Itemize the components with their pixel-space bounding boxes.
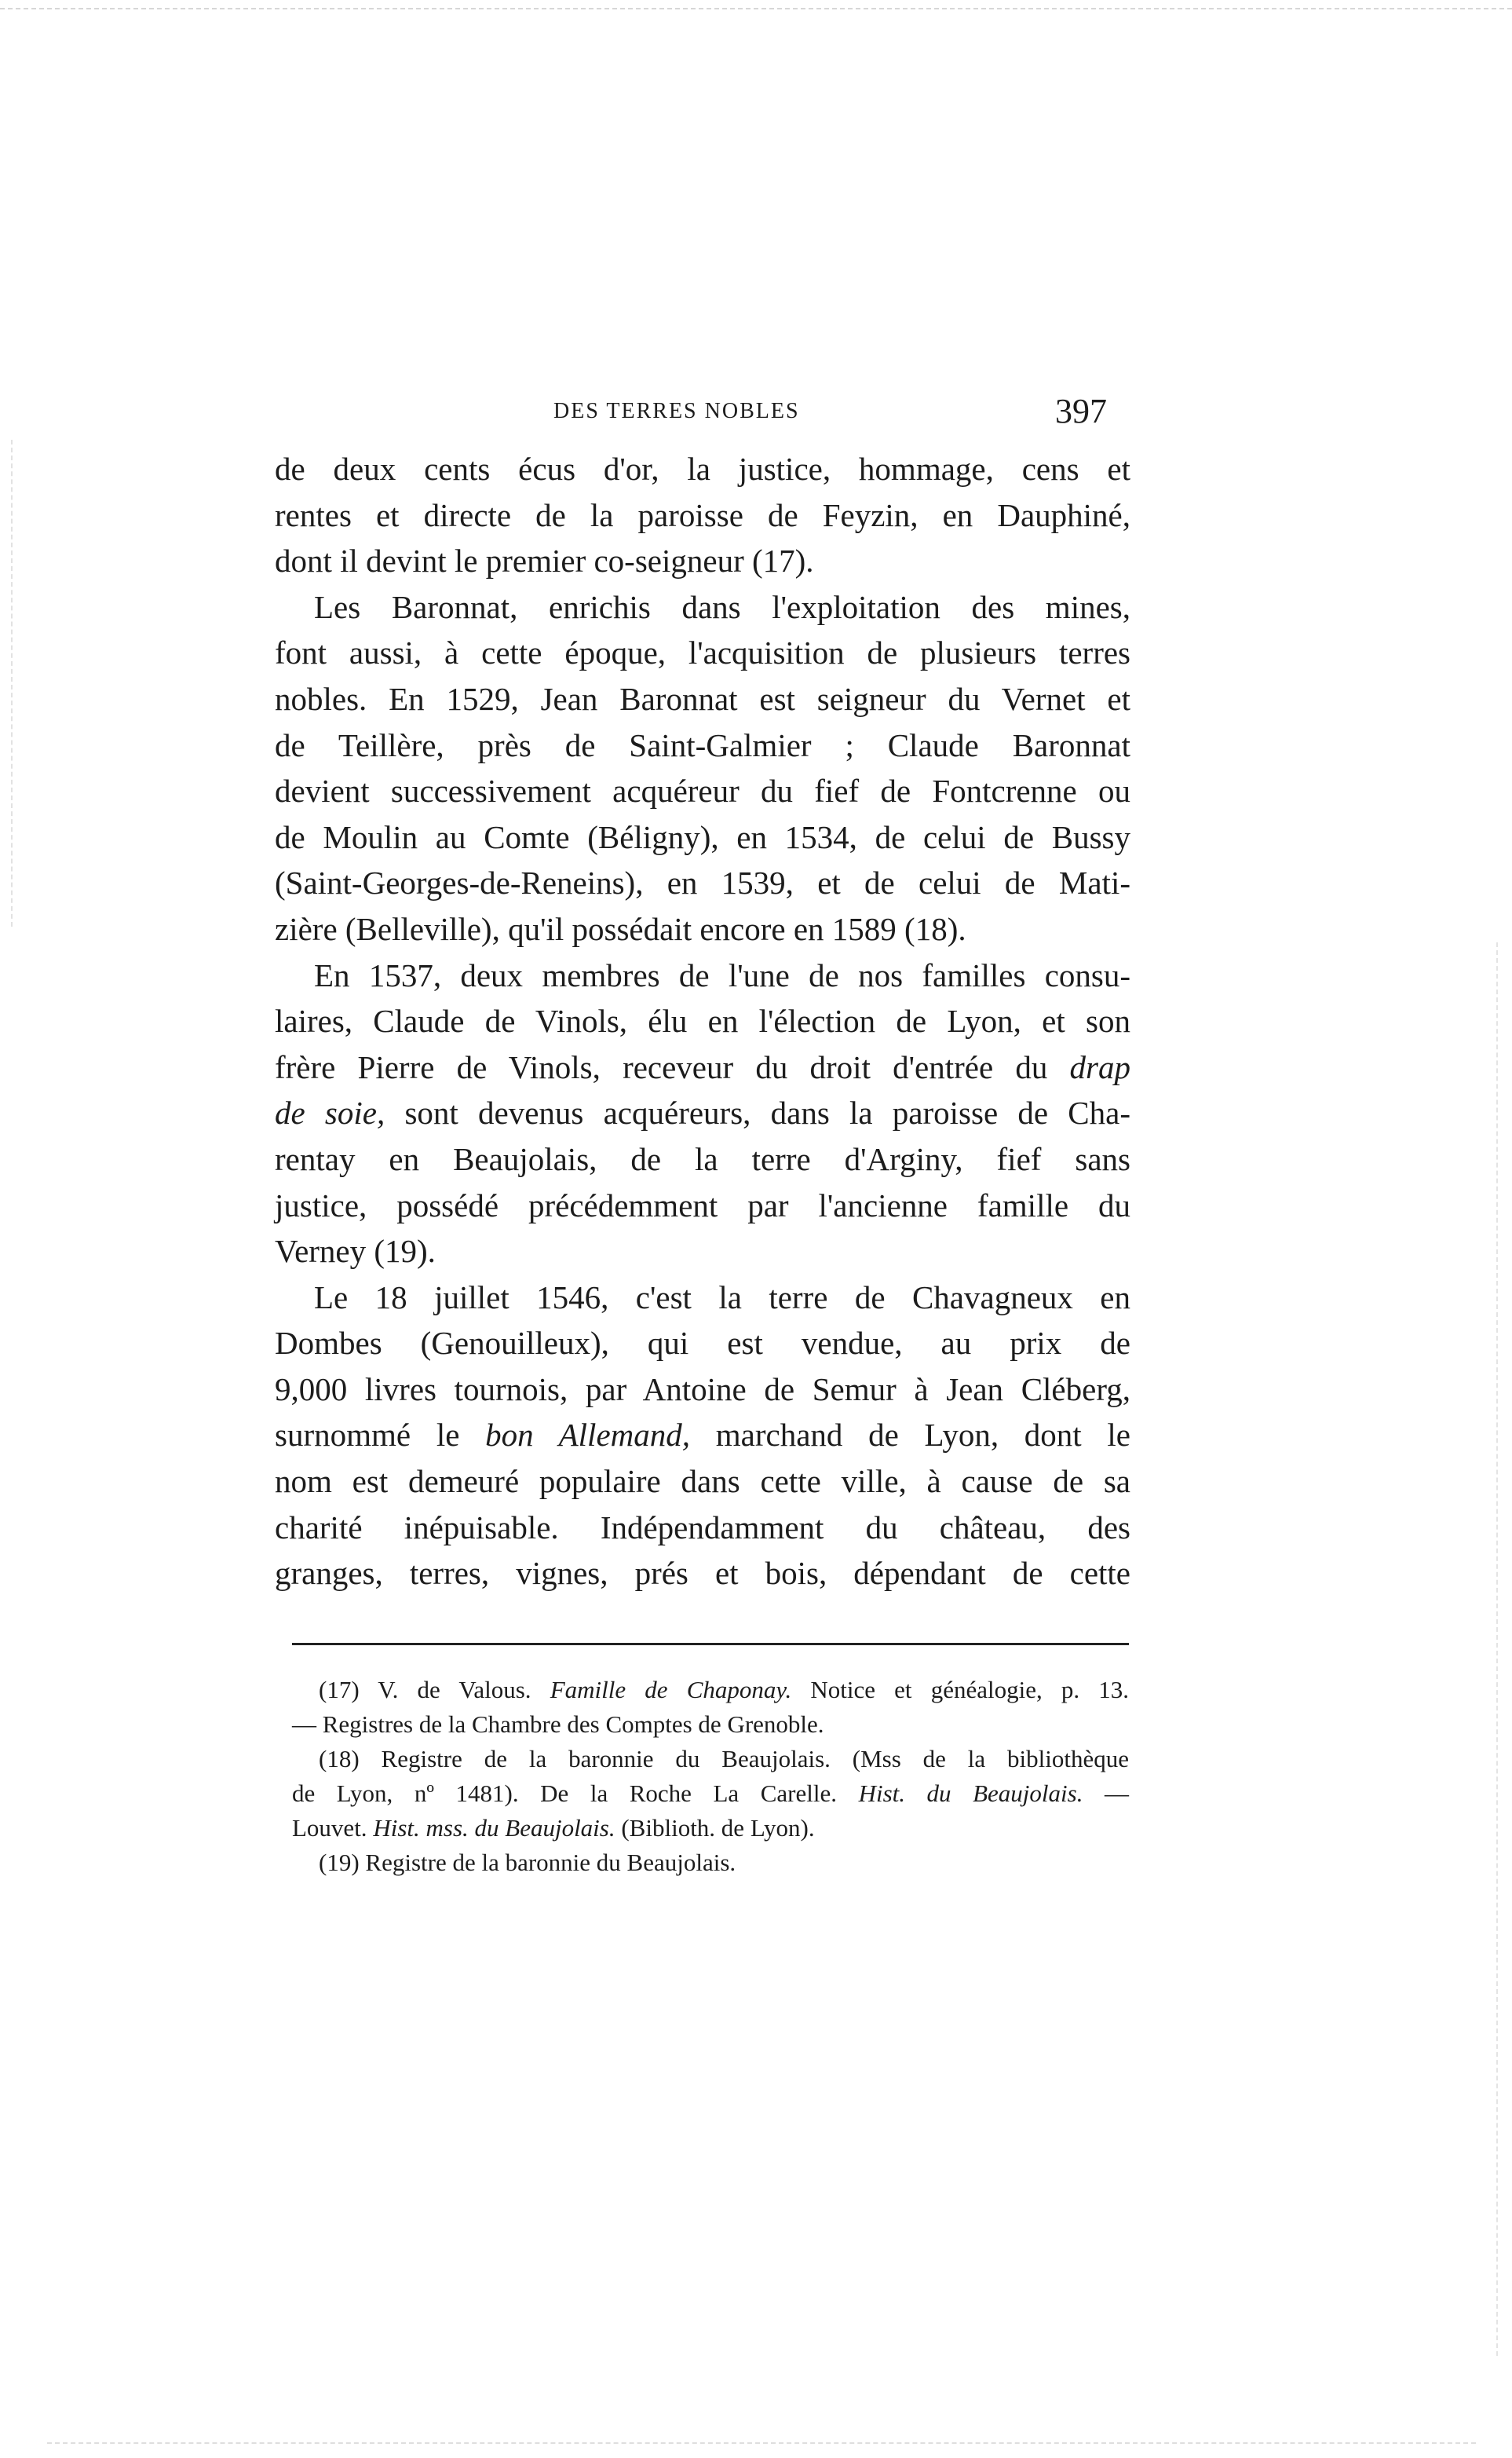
text-line: de deux cents écus d'or, la justice, hommage, cens et — [275, 451, 1130, 487]
text-line: zière (Belleville), qu'il possédait encore en 1589 (18). — [275, 910, 966, 947]
italic-term: Famille de Chaponay. — [550, 1676, 792, 1703]
text-segment: (Biblioth. de Lyon). — [621, 1814, 815, 1842]
text-line: En 1537, deux membres de l'une de nos familles consu- — [314, 956, 1130, 993]
text-line: de Moulin au Comte (Béligny), en 1534, de celui de Bussy — [275, 818, 1130, 855]
text-segment: frère Pierre de Vinols, receveur du droit d'entrée du — [275, 1048, 1048, 1085]
text-line: charité inépuisable. Indépendamment du château, des — [275, 1509, 1130, 1545]
text-segment: — — [1105, 1779, 1130, 1807]
text-line: laires, Claude de Vinols, élu en l'élection de Lyon, et son — [275, 1003, 1130, 1040]
text-line: nom est demeuré populaire dans cette ville, à cause de sa — [275, 1463, 1130, 1500]
text-line: de Teillère, près de Saint-Galmier ; Claude Baronnat — [275, 726, 1130, 763]
text-line: devient successivement acquéreur du fief de Fontcrenne ou — [275, 773, 1130, 810]
text-line: Le 18 juillet 1546, c'est la terre de Chavagneux en — [314, 1278, 1130, 1315]
text-segment: marchand de Lyon, dont le — [715, 1417, 1130, 1454]
text-line: Dombes (Genouilleux), qui est vendue, au prix de — [275, 1325, 1130, 1362]
text-line: justice, possédé précédemment par l'ancienne famille du — [275, 1187, 1130, 1224]
footnote-18-line — [292, 1811, 1129, 1845]
scan-artifact-bottom — [47, 2442, 1476, 2444]
footnote-rule — [292, 1643, 1129, 1645]
footnotes — [292, 1673, 1129, 1880]
italic-term: drap — [1069, 1048, 1131, 1085]
text-line: (Saint-Georges-de-Reneins), en 1539, et de celui de Mati- — [275, 865, 1130, 902]
text-segment: de Lyon, nº 1481). De la Roche La Carelle. — [292, 1779, 837, 1807]
italic-term: bon Allemand, — [485, 1417, 691, 1454]
text-segment: surnommé le — [275, 1417, 460, 1454]
scan-artifact-top — [0, 8, 1512, 9]
footnote-18-line — [292, 1776, 1129, 1811]
scan-artifact-left — [11, 440, 13, 927]
text-segment: (17) V. de Valous. — [319, 1676, 531, 1703]
text-segment: Notice et généalogie, p. 13. — [810, 1676, 1130, 1703]
text-line — [275, 1412, 1130, 1458]
running-title: DES TERRES NOBLES — [553, 399, 800, 423]
text-line: 9,000 livres tournois, par Antoine de Semur à Jean Cléberg, — [275, 1370, 1130, 1407]
italic-term: Hist. du Beaujolais. — [858, 1779, 1083, 1807]
text-line: Les Baronnat, enrichis dans l'exploitation des mines, — [314, 588, 1130, 625]
footnote-17-line — [292, 1673, 1129, 1707]
footnote-18-line: (18) Registre de la baronnie du Beaujolais. (Mss de la bibliothèque — [319, 1745, 1129, 1772]
text-line: rentay en Beaujolais, de la terre d'Arginy, fief sans — [275, 1140, 1130, 1177]
italic-term: de soie, — [275, 1095, 385, 1132]
footnote-19-line: (19) Registre de la baronnie du Beaujolais. — [319, 1849, 736, 1876]
text-segment: sont devenus acquéreurs, dans la paroisse de Cha- — [404, 1095, 1130, 1132]
text-line: dont il devint le premier co-seigneur (17). — [275, 543, 814, 580]
text-segment: Louvet. — [292, 1814, 367, 1842]
running-head — [275, 392, 1130, 438]
text-line: Verney (19). — [275, 1233, 436, 1270]
text-line — [275, 1090, 1130, 1136]
body-text — [275, 446, 1130, 1597]
footnote-17-line: — Registres de la Chambre des Comptes de Grenoble. — [292, 1710, 824, 1738]
text-line: font aussi, à cette époque, l'acquisition de plusieurs terres — [275, 635, 1130, 671]
page-number: 397 — [1055, 392, 1107, 430]
italic-term: Hist. mss. du Beaujolais. — [373, 1814, 615, 1842]
text-line: rentes et directe de la paroisse de Feyzin, en Dauphiné, — [275, 496, 1130, 533]
text-line — [275, 1044, 1130, 1091]
text-line: granges, terres, vignes, prés et bois, dépendant de cette — [275, 1555, 1130, 1592]
text-line: nobles. En 1529, Jean Baronnat est seigneur du Vernet et — [275, 680, 1130, 717]
scan-artifact-right — [1496, 942, 1498, 2356]
